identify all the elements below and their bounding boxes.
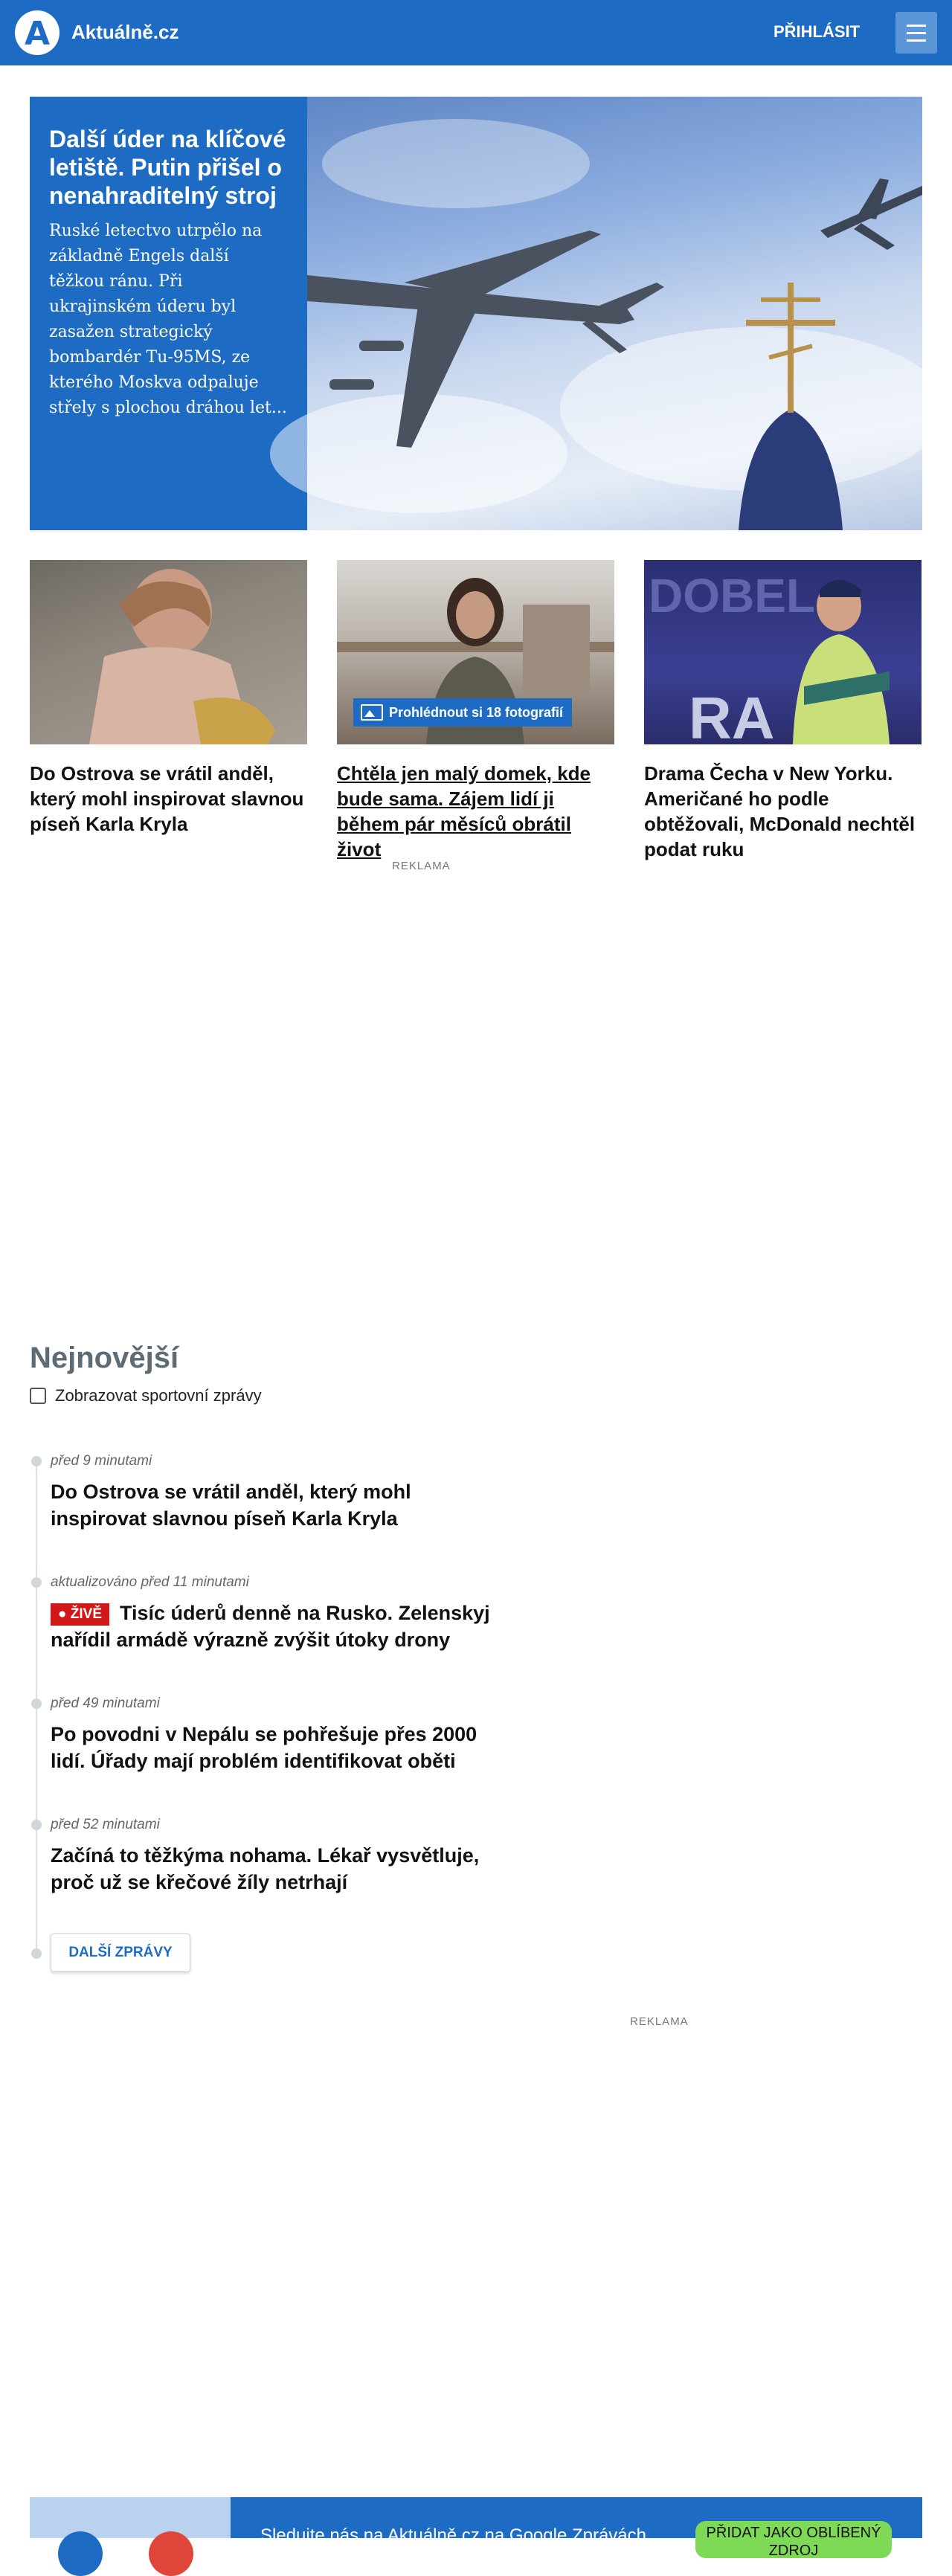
woman-portrait-image[interactable] bbox=[337, 560, 614, 744]
article-title[interactable]: Do Ostrova se vrátil anděl, který mohl inspirovat slavnou píseň Karla Kryla bbox=[30, 762, 304, 835]
news-time: před 9 minutami bbox=[51, 1453, 152, 1469]
gallery-label: Prohlédnout si 18 fotografií bbox=[389, 705, 564, 720]
live-label: ŽIVĚ bbox=[70, 1606, 102, 1622]
hero-perex: Ruské letectvo utrpělo na základně Engels další těžkou ránu. Při ukrajinském úderu byl zasažen strategický bombardér Tu-95MS, ze kterého Moskva odpaluje střely s plochou dráhou let... bbox=[49, 222, 287, 417]
article-title[interactable]: Chtěla jen malý domek, kde bude sama. Zájem lidí ji během pár měsíců obrátil život bbox=[337, 762, 591, 860]
news-title[interactable]: Po povodni v Nepálu se pohřešuje přes 2000 lidí. Úřady mají problém identifikovat oběti bbox=[51, 1723, 477, 1772]
hero-text-box bbox=[30, 97, 307, 530]
promo-text: Sledujte nás na Aktuálně.cz na Google Zprávách bbox=[260, 2525, 646, 2546]
image-icon bbox=[361, 704, 383, 721]
svg-text:RA: RA bbox=[689, 685, 775, 751]
angel-statue-photo bbox=[30, 560, 307, 744]
add-source-button[interactable]: PŘIDAT JAKO OBLÍBENÝ ZDROJ bbox=[695, 2521, 892, 2558]
tennis-player-photo bbox=[644, 560, 922, 751]
news-item[interactable] bbox=[51, 1696, 497, 1774]
article-card[interactable] bbox=[337, 560, 614, 862]
promo-circle-icon bbox=[149, 2531, 193, 2576]
menu-button[interactable] bbox=[895, 12, 937, 54]
news-item[interactable] bbox=[51, 1817, 497, 1896]
ad-label: REKLAMA bbox=[392, 860, 451, 872]
news-time: před 49 minutami bbox=[51, 1696, 160, 1711]
hero-title[interactable]: Další úder na klíčové letiště. Putin přišel o nenahraditelný stroj bbox=[49, 126, 286, 209]
news-title[interactable]: Do Ostrova se vrátil anděl, který mohl inspirovat slavnou píseň Karla Kryla bbox=[51, 1481, 411, 1530]
timeline-dot bbox=[31, 1577, 42, 1588]
login-button[interactable]: PŘIHLÁSIT bbox=[774, 22, 861, 41]
gallery-badge[interactable] bbox=[353, 698, 572, 727]
bomber-and-cross-photo bbox=[307, 97, 922, 530]
article-title[interactable]: Drama Čecha v New Yorku. Američané ho podle obtěžovali, McDonald nechtěl podat ruku bbox=[644, 762, 916, 860]
site-logo[interactable] bbox=[15, 10, 60, 55]
news-title-text[interactable]: Tisíc úderů denně na Rusko. Zelenskyj nařídil armádě výrazně zvýšit útoky drony bbox=[51, 1602, 490, 1651]
hero-image[interactable] bbox=[307, 97, 922, 530]
ad-slot bbox=[30, 880, 922, 1297]
sport-news-toggle[interactable] bbox=[30, 1386, 262, 1405]
site-header bbox=[0, 0, 952, 65]
angel-statue-image[interactable] bbox=[30, 560, 307, 744]
promo-circle-icon bbox=[58, 2531, 103, 2576]
sport-toggle-label: Zobrazovat sportovní zprávy bbox=[55, 1386, 262, 1405]
promo-graphic bbox=[30, 2497, 231, 2538]
news-item[interactable] bbox=[51, 1453, 497, 1532]
more-news-button[interactable]: DALŠÍ ZPRÁVY bbox=[51, 1933, 190, 1972]
latest-heading: Nejnovější bbox=[30, 1342, 179, 1374]
news-item[interactable] bbox=[51, 1574, 497, 1653]
live-badge: ● ŽIVĚ bbox=[51, 1603, 109, 1626]
news-title[interactable]: Začíná to těžkýma nohama. Lékař vysvětluje, proč už se křečové žíly netrhají bbox=[51, 1844, 480, 1893]
ad-slot bbox=[521, 2036, 922, 2467]
news-time: před 52 minutami bbox=[51, 1817, 160, 1832]
tennis-player-image[interactable] bbox=[644, 560, 922, 751]
timeline-dot bbox=[31, 1948, 42, 1959]
hero-article[interactable] bbox=[30, 97, 922, 530]
svg-text:DOBEL: DOBEL bbox=[649, 569, 815, 622]
checkbox[interactable] bbox=[30, 1388, 46, 1404]
timeline-dot bbox=[31, 1456, 42, 1466]
ad-label: REKLAMA bbox=[630, 2015, 689, 2028]
news-title[interactable] bbox=[51, 1600, 497, 1653]
site-name[interactable]: Aktuálně.cz bbox=[71, 21, 179, 43]
timeline-dot bbox=[31, 1698, 42, 1709]
article-card[interactable] bbox=[30, 560, 307, 837]
news-time: aktualizováno před 11 minutami bbox=[51, 1574, 249, 1590]
article-card[interactable] bbox=[644, 560, 922, 862]
timeline-dot bbox=[31, 1820, 42, 1830]
google-news-promo bbox=[30, 2497, 922, 2559]
logo-letter: A bbox=[24, 15, 51, 53]
